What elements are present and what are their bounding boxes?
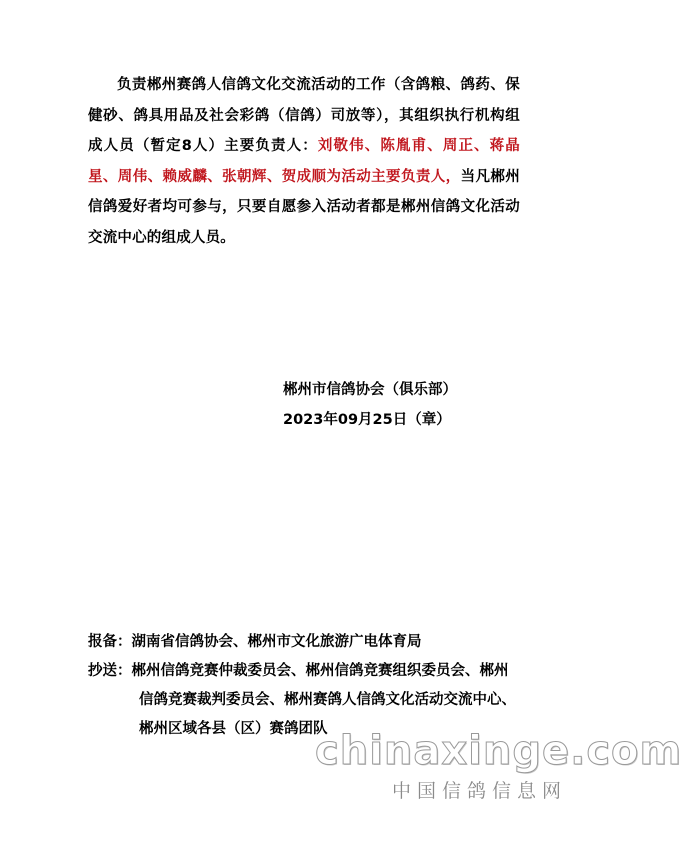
report-label: 报备： — [88, 634, 132, 650]
watermark-chinese: 中国信鸽信息网 — [392, 780, 568, 802]
body-text-responsible-persons: 刘敬伟、陈胤甫、周正、蒋晶星、周伟、赖威麟、张朝辉、贺成顺为活动主要负责人， — [88, 138, 520, 185]
signature-date: 2023年09月25日（章） — [283, 412, 451, 428]
body-text-part3: 当凡郴州信鸽爱好者均可参与，只要自愿参入活动者都是郴州信鸽文化活动交流中心的组成人员。 — [88, 168, 520, 246]
watermark-latin: chinaxinge.com — [315, 728, 682, 774]
signature-organization: 郴州市信鸽协会（俱乐部） — [283, 382, 457, 398]
body-text-part1: 负责郴州赛鸽人信鸽文化交流活动的工作（含鸽粮、鸽药、保健砂、鸽具用品及社会彩鸽（信鸽）司放等），其组织执行机构组成人员（暂定8人）主要负责人： — [88, 77, 520, 154]
body-paragraph — [88, 70, 520, 253]
report-value: 湖南省信鸽协会、郴州市文化旅游广电体育局 — [131, 634, 422, 650]
cc-value: 郴州信鸽竞赛仲裁委员会、郴州信鸽竞赛组织委员会、郴州信鸽竞赛裁判委员会、郴州赛鸽人信鸽文化活动交流中心、郴州区域各县（区）赛鸽团队 — [131, 663, 516, 737]
report-line — [88, 628, 520, 657]
cc-label: 抄送： — [88, 663, 132, 679]
